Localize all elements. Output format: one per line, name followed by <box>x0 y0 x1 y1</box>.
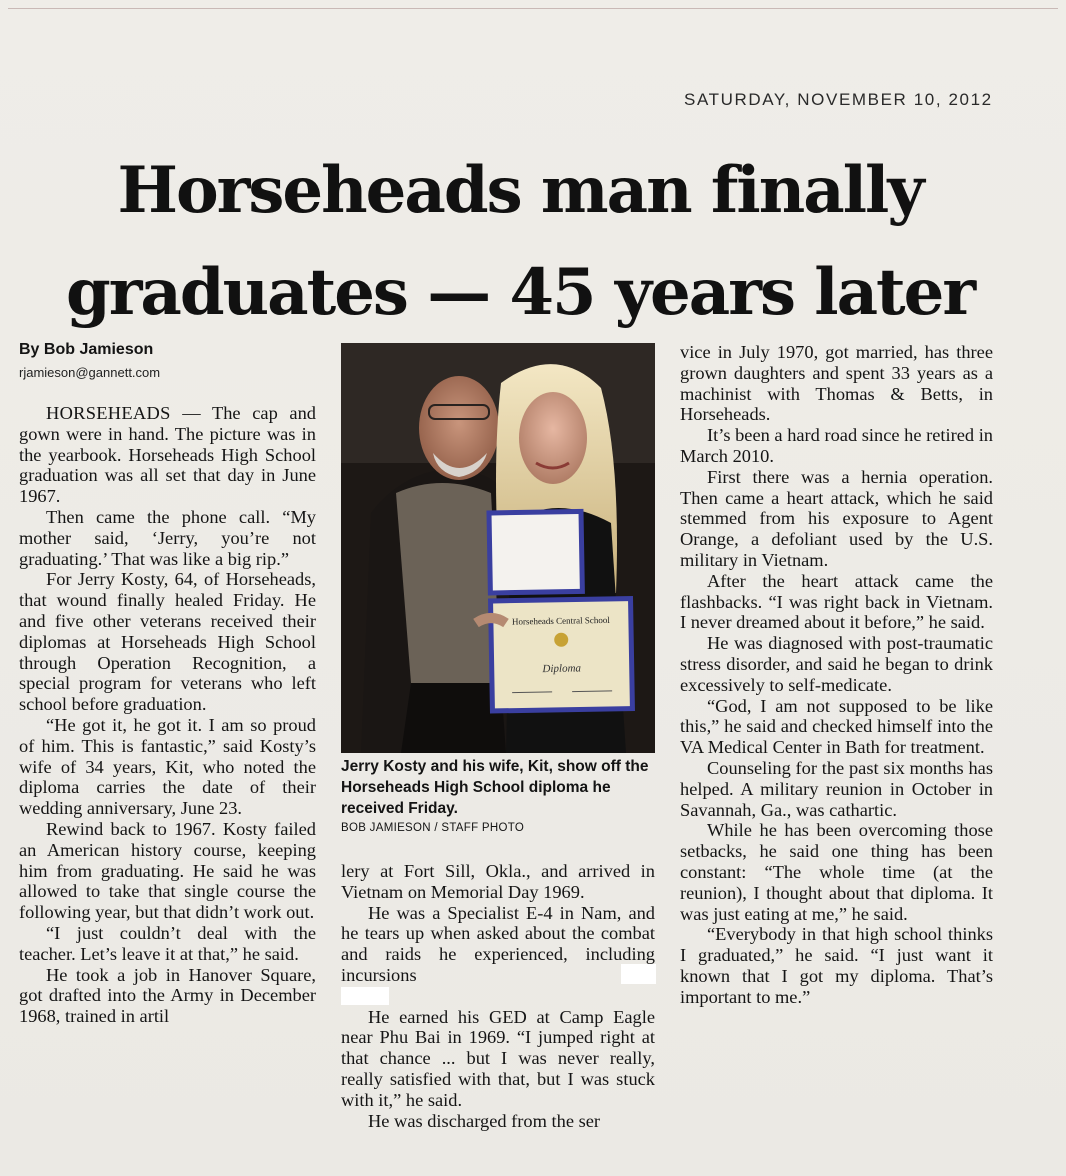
article-paragraph <box>19 507 316 569</box>
redaction-box <box>341 987 389 1005</box>
article-paragraph <box>680 924 993 1007</box>
paragraph-text: Then came the phone call. “My mother said, ‘Jerry, you’re not graduating.’ That was like a big rip.” <box>19 506 316 569</box>
article-paragraph <box>19 819 316 923</box>
article-column-3 <box>680 342 993 1008</box>
article-paragraph <box>680 467 993 571</box>
paragraph-text: “He got it, he got it. I am so proud of him. This is fantastic,” said Kosty’s wife of 34 years, Kit, who noted the diploma carries the date of their wedding anniversary, June 23. <box>19 714 316 819</box>
photo-caption: Jerry Kosty and his wife, Kit, show off the Horseheads High School diploma he received Friday. <box>341 758 649 817</box>
photo-credit: BOB JAMIESON / STAFF PHOTO <box>341 822 525 834</box>
photo-illustration <box>341 343 655 753</box>
article-paragraph <box>19 965 316 1027</box>
paragraph-text: After the heart attack came the flashbacks. “I was right back in Vietnam. I never dreamed about it before,” he said. <box>680 570 993 633</box>
paragraph-text: Rewind back to 1967. Kosty failed an American history course, keeping him from graduating. He said he was allowed to take that single course the following year, but that didn’t work out. <box>19 818 316 923</box>
paragraph-text: lery at Fort Sill, Okla., and arrived in Vietnam on Memorial Day 1969. <box>341 861 655 902</box>
byline-email: rjamieson@gannett.com <box>19 365 161 380</box>
article-paragraph <box>680 342 993 425</box>
byline-name: By Bob Jamieson <box>19 341 154 358</box>
article-paragraph <box>680 633 993 695</box>
paragraph-text: He was diagnosed with post-traumatic stress disorder, and said he began to drink excessively to self-medicate. <box>680 633 993 695</box>
article-paragraph <box>680 571 993 633</box>
article-paragraph <box>341 903 655 986</box>
paragraph-text: He was a Specialist E-4 in Nam, and he tears up when asked about the combat and raids he experienced, including incursions <box>341 902 655 985</box>
paragraph-text: He took a job in Hanover Square, got drafted into the Army in December 1968, trained in artil <box>19 964 316 1027</box>
headline-line-1: Horseheads man finally <box>117 153 923 228</box>
byline <box>19 341 160 380</box>
diploma-school-text: Horseheads Central School <box>511 614 610 627</box>
paragraph-text: vice in July 1970, got married, has three grown daughters and spent 33 years as a machinist with Thomas & Betts, in Horseheads. <box>680 342 993 425</box>
article-paragraph <box>680 758 993 820</box>
article-paragraph <box>341 1007 655 1111</box>
article-paragraph <box>19 715 316 819</box>
article-paragraph <box>680 696 993 758</box>
article-photo <box>341 343 655 753</box>
dateline: HORSEHEADS <box>46 403 171 423</box>
article-paragraph <box>19 403 316 507</box>
headline <box>20 140 1020 344</box>
paragraph-text: For Jerry Kosty, 64, of Horseheads, that wound finally healed Friday. He and five other veterans received their diplomas at Horseheads High School through Operation Recognition, a special program for veterans who left school before graduation. <box>19 569 316 715</box>
page-rule <box>8 8 1058 9</box>
article-paragraph <box>680 820 993 924</box>
article-paragraph <box>341 861 655 903</box>
paragraph-text: Counseling for the past six months has helped. A military reunion in October in Savannah, Ga., was cathartic. <box>680 757 993 820</box>
article-paragraph <box>19 923 316 965</box>
issue-date: SATURDAY, NOVEMBER 10, 2012 <box>684 90 993 109</box>
paragraph-text: First there was a hernia operation. Then came a heart attack, which he said stemmed from his exposure to Agent Orange, a defoliant used by the U.S. military in Vietnam. <box>680 466 993 570</box>
paragraph-text: It’s been a hard road since he retired in March 2010. <box>680 425 993 466</box>
paragraph-text: — The cap and gown were in hand. The picture was in the yearbook. Horseheads High School graduation was all set that day in June 1967. <box>19 403 316 507</box>
diploma-word: Diploma <box>542 662 582 676</box>
redaction-box <box>621 964 656 984</box>
paragraph-text: While he has been overcoming those setbacks, he said one thing has been constant: “The whole time (at the reunion), I thought about that diploma. It was just eating at me,” he said. <box>680 820 993 924</box>
article-paragraph <box>341 1111 655 1132</box>
headline-line-2: graduates — 45 years later <box>65 255 975 330</box>
article-paragraph <box>19 569 316 715</box>
article-column-1 <box>19 403 316 1027</box>
paragraph-text: He earned his GED at Camp Eagle near Phu Bai in 1969. “I jumped right at that chance ... but I was never really, really satisfied with that, but I was stuck with it,” he said. <box>341 1006 655 1110</box>
paragraph-text: “I just couldn’t deal with the teacher. Let’s leave it at that,” he said. <box>19 922 316 964</box>
paragraph-text: He was discharged from the ser <box>368 1110 601 1131</box>
paragraph-text: “God, I am not supposed to be like this,” he said and checked himself into the VA Medical Center in Bath for treatment. <box>680 695 993 758</box>
paragraph-text: “Everybody in that high school thinks I graduated,” he said. “I just want it known that I got my diploma. That’s important to me.” <box>680 924 993 1007</box>
article-paragraph <box>680 425 993 467</box>
